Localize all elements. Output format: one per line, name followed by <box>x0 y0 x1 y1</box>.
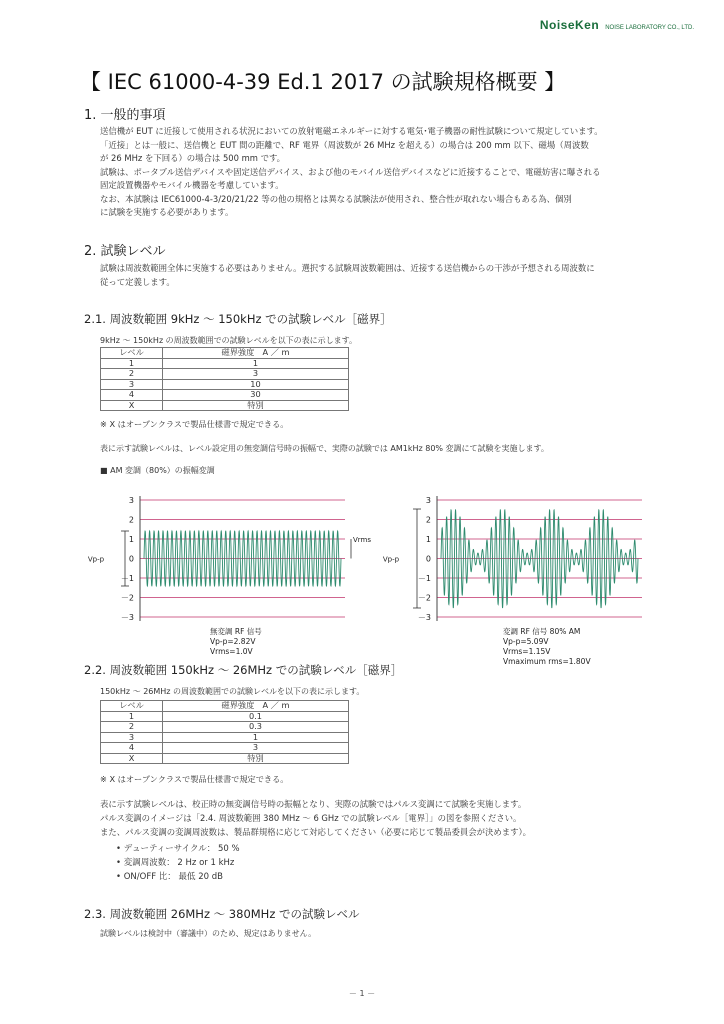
table-cell: 4 <box>101 743 163 754</box>
section-2-2-line: パルス変調のイメージは「2.4. 周波数範囲 380 MHz ～ 6 GHz での試験レベル［電界］」の図を参照ください。 <box>100 813 522 823</box>
table-cell: 3 <box>163 743 349 754</box>
table-row <box>101 711 349 722</box>
table-row <box>101 722 349 733</box>
caption-line: 無変調 RF 信号 <box>210 627 262 636</box>
vpp-label: Vp-p <box>382 555 400 564</box>
table-cell: 特別 <box>163 400 349 411</box>
table-cell: 3 <box>101 379 163 390</box>
y-tick-label: 1 <box>128 535 134 544</box>
table-header-row <box>101 348 349 359</box>
table-cell: 0.1 <box>163 711 349 722</box>
y-tick-label: －3 <box>120 613 134 622</box>
y-tick-label: 1 <box>425 535 431 544</box>
list-item: • ON/OFF 比： 最低 20 dB <box>116 872 223 882</box>
table-cell: 1 <box>101 711 163 722</box>
table-cell: 30 <box>163 390 349 401</box>
section-1-line: 「近接」とは一般に、送信機と EUT 間の距離で、RF 電界（周波数が 26 MHz を超える）の場合は 200 mm 以下、磁場（周波数 <box>100 139 589 150</box>
level-table-1 <box>100 347 349 411</box>
y-tick-label: 3 <box>425 496 431 505</box>
table-cell: X <box>101 400 163 411</box>
table-cell: 0.3 <box>163 722 349 733</box>
section-2-2-line: 表に示す試験レベルは、校正時の無変調信号時の振幅となり、実際の試験ではパルス変調にて試験を実施します。 <box>100 799 527 809</box>
chart-2-caption <box>503 627 591 667</box>
waveform-series <box>441 510 638 608</box>
section-2-1-intro: 9kHz ～ 150kHz の周波数範囲での試験レベルを以下の表に示します。 <box>100 336 358 345</box>
caption-line: Vrms=1.15V <box>503 647 551 656</box>
vpp-label: Vp-p <box>87 555 105 564</box>
table-row <box>101 390 349 401</box>
table-1-note: ※ X はオープンクラスで製品仕様書で規定できる。 <box>100 419 289 429</box>
column-header-level: レベル <box>101 348 163 359</box>
section-2-heading: 2. 試験レベル <box>84 244 166 259</box>
company-logo <box>540 18 694 32</box>
table-cell: 3 <box>163 369 349 380</box>
column-header-field: 磁界強度 A ／ m <box>163 348 349 359</box>
section-1-line: 試験は、ポータブル送信デバイスや固定送信デバイス、および他のモバイル送信デバイスなどに近接することで、電磁妨害に曝される <box>100 166 601 177</box>
y-tick-label: 0 <box>425 554 431 564</box>
am-modulation-label: ■ AM 変調（80%）の振幅変調 <box>100 466 215 475</box>
section-2-1-heading: 2.1. 周波数範囲 9kHz ～ 150kHz での試験レベル［磁界］ <box>84 312 392 326</box>
table-cell: 1 <box>163 358 349 369</box>
y-tick-label: －1 <box>417 574 431 583</box>
table-cell: 1 <box>101 358 163 369</box>
table-cell: 2 <box>101 722 163 733</box>
table-row <box>101 753 349 764</box>
chart-1-caption <box>210 627 262 657</box>
section-2-2-intro: 150kHz ～ 26MHz の周波数範囲での試験レベルを以下の表に示します。 <box>100 687 365 696</box>
y-tick-label: 2 <box>128 515 134 525</box>
caption-line: Vp-p=2.82V <box>210 637 256 646</box>
logo-company: NOISE LABORATORY CO., LTD. <box>605 25 694 31</box>
section-1-line: 固定設置機器やモバイル機器を考慮しています。 <box>100 180 284 190</box>
page-title: 【 IEC 61000-4-39 Ed.1 2017 の試験規格概要 】 <box>80 70 566 94</box>
section-1-body <box>100 125 603 220</box>
table-2-note: ※ X はオープンクラスで製品仕様書で規定できる。 <box>100 774 289 784</box>
table-row <box>101 743 349 754</box>
table-header-row <box>101 701 349 712</box>
modulation-spec-list <box>116 842 240 884</box>
y-tick-label: 3 <box>128 496 134 505</box>
y-tick-label: －1 <box>120 574 134 583</box>
table-cell: 4 <box>101 390 163 401</box>
table-cell: X <box>101 753 163 764</box>
caption-line: Vrms=1.0V <box>210 647 253 656</box>
y-tick-label: －3 <box>417 613 431 622</box>
section-2-line: 従って定義します。 <box>100 276 175 287</box>
section-1-line: に試験を実施する必要があります。 <box>100 207 234 217</box>
table-row <box>101 369 349 380</box>
table-cell: 3 <box>101 732 163 743</box>
section-2-line: 試験は周波数範囲全体に実施する必要はありません。選択する試験周波数範囲は、近接する送信機からの干渉が予想される周波数に <box>100 263 595 273</box>
section-2-1-desc: 表に示す試験レベルは、レベル設定用の無変調信号時の振幅で、実際の試験では AM1kHz 80% 変調にて試験を実施します。 <box>100 444 549 453</box>
section-1-line: 送信機が EUT に近接して使用される状況においての放射電磁エネルギーに対する電気･電子機器の耐性試験について規定しています。 <box>100 126 603 136</box>
y-tick-label: －2 <box>417 593 431 603</box>
section-2-2-line: また、パルス変調の変調周波数は、製品群規格に応じて対応してください（必要に応じて製品委員会が決めます）。 <box>100 827 532 837</box>
table-cell: 1 <box>163 732 349 743</box>
column-header-level: レベル <box>101 701 163 712</box>
section-1-heading: 1. 一般的事項 <box>84 108 166 123</box>
list-item: • 変調周波数： 2 Hz or 1 kHz <box>116 858 235 868</box>
table-row <box>101 400 349 411</box>
table-cell: 2 <box>101 369 163 380</box>
section-2-3-text: 試験レベルは検討中（審議中）のため、規定はありません。 <box>100 929 317 938</box>
section-2-2-body <box>100 797 531 839</box>
table-row <box>101 358 349 369</box>
section-1-line: なお、本試験は IEC61000-4-3/20/21/22 等の他の規格とは異なる試験法が使用され、整合性が取れない場合もある為、個別 <box>100 193 572 204</box>
level-table-2 <box>100 700 349 764</box>
table-cell: 特別 <box>163 753 349 764</box>
logo-brand: NoiseKen <box>539 18 600 32</box>
table-row <box>101 379 349 390</box>
page-number: － 1 － <box>348 989 376 998</box>
caption-line: Vmaximum rms=1.80V <box>503 657 591 666</box>
section-2-3-heading: 2.3. 周波数範囲 26MHz ～ 380MHz での試験レベル <box>84 907 360 921</box>
column-header-field: 磁界強度 A ／ m <box>163 701 349 712</box>
table-row <box>101 732 349 743</box>
section-2-2-heading: 2.2. 周波数範囲 150kHz ～ 26MHz での試験レベル［磁界］ <box>84 663 403 677</box>
caption-line: Vp-p=5.09V <box>503 637 549 646</box>
list-item: • デューティーサイクル： 50 % <box>116 844 240 854</box>
vrms-label: Vrms <box>353 536 372 545</box>
caption-line: 変調 RF 信号 80% AM <box>503 627 581 636</box>
section-2-body <box>100 262 595 289</box>
y-tick-label: －2 <box>120 593 134 603</box>
y-tick-label: 0 <box>128 554 134 564</box>
y-tick-label: 2 <box>425 515 431 525</box>
table-cell: 10 <box>163 379 349 390</box>
section-1-line: が 26 MHz を下回る）の場合は 500 mm です。 <box>100 153 286 163</box>
